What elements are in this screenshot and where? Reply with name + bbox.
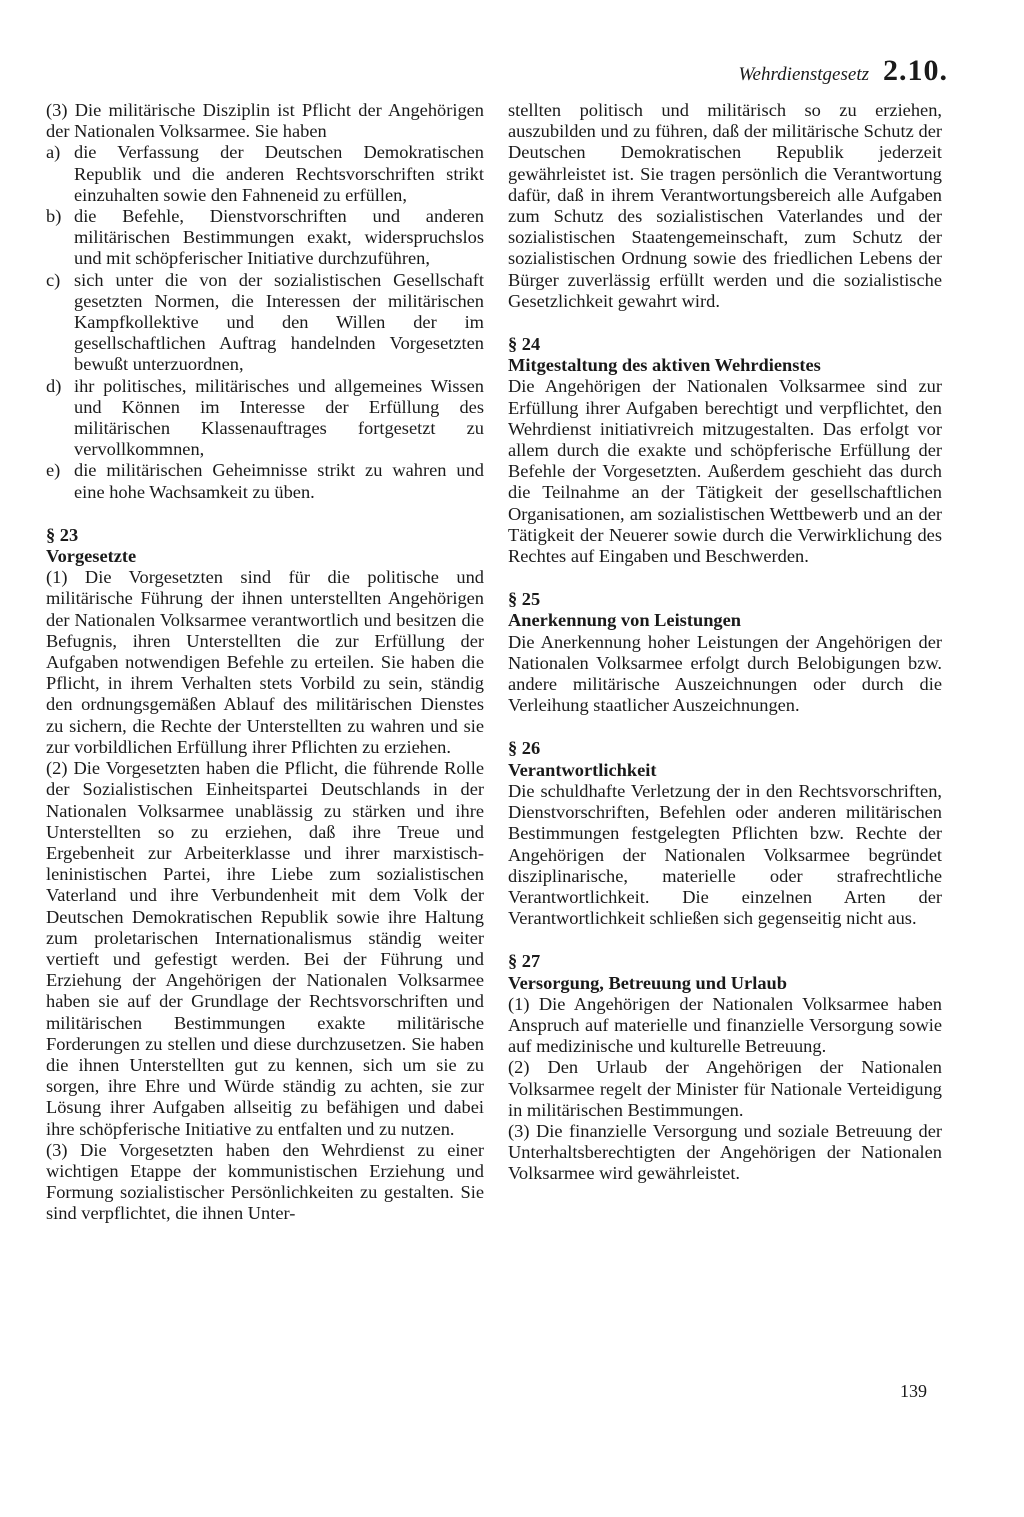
page-number: 139 bbox=[900, 1381, 927, 1401]
section-27-title: Versorgung, Betreuung und Urlaub bbox=[508, 972, 787, 993]
list-item bbox=[46, 270, 484, 376]
section-27-para-3: (3) Die finanzielle Versorgung und soziale Betreuung der Unterhaltsberechtigten der Angehörigen der Nationalen Volksarmee wird gewährleistet. bbox=[508, 1120, 942, 1184]
section-23-para-1: (1) Die Vorgesetzten sind für die politische und militärische Führung der ihnen unterstellten Angehörigen der Nationalen Volksarmee verantwortlich und besitzen die Befugnis, ihren Unterstellten die zur Erfüllung der Aufgaben notwendigen Befehle zu erteilen. Sie haben die Pflicht, in ihrem Verhalten stets Vorbild zu sein, ständig den ordnungsgemäßen Ablauf des militärischen Dienstes zu sichern, die Rechte der Unterstellten zu wahren und sie zur vorbildlichen Erfüllung ihrer Pflichten zu erziehen. bbox=[46, 567, 484, 757]
list-item-label: c) bbox=[46, 269, 61, 290]
section-23-continuation: stellten politisch und militärisch so zu erziehen, auszubilden und zu führen, daß der militärische Schutz der Deutschen Demokratischen Republik jederzeit gewährleistet ist. Sie tragen persönlich die Verantwortung dafür, daß in ihrem Verantwortungsbereich alle Aufgaben zum Schutz des sozialistischen Vaterlandes und der sozialistischen Staatengemeinschaft, zum Schutz der sozialistischen Ordnung sowie des friedlichen Lebens der Bürger zuverlässig erfüllt werden und die sozialistische Gesetzlichkeit gewahrt wird. bbox=[508, 100, 942, 311]
list-item-text: ihr politisches, militärisches und allgemeines Wissen und Können im Interesse der Erfüllung des militärischen Klassenauftrages fortgesetzt zu vervollkommnen, bbox=[74, 375, 484, 460]
s22-para-3-intro: (3) Die militärische Disziplin ist Pflicht der Angehörigen der Nationalen Volksarmee. Sie haben bbox=[46, 100, 484, 142]
section-27-para-1: (1) Die Angehörigen der Nationalen Volksarmee haben Anspruch auf materielle und finanzielle Versorgung sowie auf medizinische und kulturelle Betreuung. bbox=[508, 993, 942, 1057]
left-column bbox=[46, 100, 484, 1225]
list-item bbox=[46, 142, 484, 206]
list-item-text: sich unter die von der sozialistischen Gesellschaft gesetzten Normen, die Interessen der militärischen Kampfkollektive und den Willen der im gesellschaftlichen Auftrag handelnden Vorgesetzten bewußt unterzuordnen, bbox=[74, 269, 484, 375]
section-23-para-3: (3) Die Vorgesetzten haben den Wehrdienst zu einer wichtigen Etappe der kommunistischen Erziehung und Formung sozialistischer Persönlichkeiten zu gestalten. Sie sind verpflichtet, die ihnen Unter- bbox=[46, 1139, 484, 1224]
list-item-text: die militärischen Geheimnisse strikt zu wahren und eine hohe Wachsamkeit zu üben. bbox=[74, 460, 484, 502]
section-24-number: § 24 bbox=[508, 334, 541, 355]
list-item bbox=[46, 460, 484, 502]
list-item bbox=[46, 376, 484, 461]
list-item-text: die Befehle, Dienstvorschriften und anderen militärischen Bestimmungen exakt, widerspruchslos und mit schöpferischer Initiative durchzuführen, bbox=[74, 206, 484, 269]
list-item-label: d) bbox=[46, 375, 62, 396]
section-26-title: Verantwortlichkeit bbox=[508, 759, 657, 780]
section-23-title: Vorgesetzte bbox=[46, 546, 137, 567]
section-23-number: § 23 bbox=[46, 524, 79, 545]
section-24-title: Mitgestaltung des aktiven Wehrdienstes bbox=[508, 355, 821, 376]
page-header bbox=[738, 54, 948, 88]
section-27-number: § 27 bbox=[508, 951, 541, 972]
list-item-label: e) bbox=[46, 460, 61, 481]
section-25-number: § 25 bbox=[508, 589, 541, 610]
list-item-text: die Verfassung der Deutschen Demokratischen Republik und die anderen Rechtsvorschriften strikt einzuhalten sowie den Fahneneid zu erfüllen, bbox=[74, 142, 484, 205]
running-title: Wehrdienstgesetz bbox=[738, 64, 869, 85]
chapter-number: 2.10. bbox=[883, 54, 948, 87]
section-25-text: Die Anerkennung hoher Leistungen der Angehörigen der Nationalen Volksarmee erfolgt durch Belobigungen bzw. andere militärische Auszeichnungen oder durch die Verleihung staatlicher Auszeichnungen. bbox=[508, 631, 942, 716]
section-27-para-2: (2) Den Urlaub der Angehörigen der Nationalen Volksarmee regelt der Minister für Nationale Verteidigung in militärischen Bestimmungen. bbox=[508, 1057, 942, 1120]
list-item-label: a) bbox=[46, 142, 61, 163]
section-24-text: Die Angehörigen der Nationalen Volksarmee sind zur Erfüllung ihrer Aufgaben berechtigt und verpflichtet, den Wehrdienst initiativreich mitzugestalten. Das erfolgt vor allem durch die exakte und schöpferische Erfüllung der Befehle der Vorgesetzten. Außerdem geschieht das durch die Teilnahme an der Tätigkeit der gesellschaftlichen Organisationen, am sozialistischen Wettbewerb und an der Tätigkeit der Neuerer sowie durch die Verwirklichung des Rechtes auf Eingaben und Beschwerden. bbox=[508, 376, 942, 567]
section-23-para-2: (2) Die Vorgesetzten haben die Pflicht, die führende Rolle der Sozialistischen Einheitspartei Deutschlands in der Nationalen Volksarmee unablässig zu stärken und ihre Unterstellten so zu erziehen, daß ihre Treue und Ergebenheit zur Arbeiterklasse und ihrer marxistisch-leninistischen Partei, ihre Liebe zum sozialistischen Vaterland und ihre Verbundenheit mit dem Volk der Deutschen Demokratischen Republik sowie ihre Haltung zum proletarischen Internationalismus ständig weiter vertieft und gefestigt werden. Bei der Führung und Erziehung der Angehörigen der Nationalen Volksarmee haben sie auf der Grundlage der Rechtsvorschriften und militärischen Bestimmungen exakte militärische Forderungen zu stellen und diese durchzusetzen. Sie haben die ihnen Unterstellten gut zu kennen, sich um sie zu sorgen, ihre Ehre und Würde ständig zu achten, sie zur Lösung ihrer Aufgaben allseitig zu befähigen und dabei ihre schöpferische Initiative zu entfalten und zu nutzen. bbox=[46, 758, 484, 1139]
list-item-label: b) bbox=[46, 206, 62, 227]
right-column bbox=[508, 100, 942, 1185]
section-26-number: § 26 bbox=[508, 738, 541, 759]
list-item bbox=[46, 206, 484, 270]
section-26-text: Die schuldhafte Verletzung der in den Rechtsvorschriften, Dienstvorschriften, Befehlen oder anderen militärischen Bestimmungen festgelegten Pflichten bzw. Rechte der Angehörigen der Nationalen Volksarmee begründet disziplinarische, materielle oder strafrechtliche Verantwortlichkeit. Die einzelnen Arten der Verantwortlichkeit schließen sich gegenseitig nicht aus. bbox=[508, 780, 942, 929]
section-25-title: Anerkennung von Leistungen bbox=[508, 610, 742, 631]
